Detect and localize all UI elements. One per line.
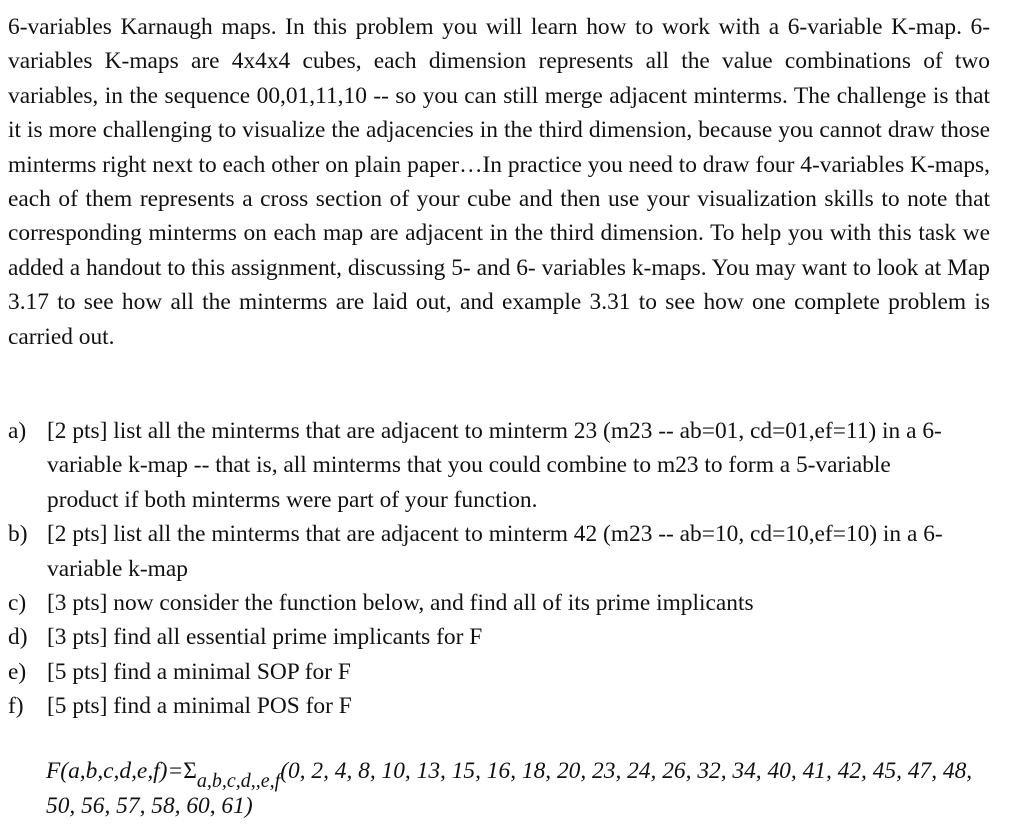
question-e-letter: e) xyxy=(8,658,27,685)
intro-paragraph: 6-variables Karnaugh maps. In this problem you will learn how to work with a 6-variable K-map. 6-variables K-maps are 4x4x4 cubes, each dimension represents all the value combinations of two variables, in the sequence 00,01,11,10 -- so you can still merge adjacent minterms. The challenge is that it is more challenging to visualize the adjacencies in the third dimension, because you cannot draw those minterms right next to each other on plain paper…In practice you need to draw four 4-variables K-maps, each of them represents a cross section of your cube and then use your visualization skills to note that corresponding minterms on each map are adjacent in the third dimension. To help you with this task we added a handout to this assignment, discussing 5- and 6- variables k-maps. You may want to look at Map 3.17 to see how all the minterms are laid out, and example 3.31 to see how one complete problem is carried out. xyxy=(8,14,990,350)
question-f xyxy=(8,689,990,723)
question-c-letter: c) xyxy=(8,590,27,617)
problem-page xyxy=(8,10,990,354)
question-c-text: [3 pts] now consider the function below, and find all of its prime implicants xyxy=(47,590,754,617)
question-a-text: [2 pts] list all the minterms that are adjacent to minterm 23 (m23 -- ab=01, cd=01,ef=11) in a 6-variable k-map -- that is, all minterms that you could combine to m23 to form a 5-variable product if both minterms were part of your function. xyxy=(47,418,942,513)
question-d-text: [3 pts] find all essential prime implicants for F xyxy=(47,624,483,651)
question-b-letter: b) xyxy=(8,521,28,548)
question-f-letter: f) xyxy=(8,693,24,720)
question-e-text: [5 pts] find a minimal SOP for F xyxy=(47,658,351,685)
question-b xyxy=(8,517,990,586)
question-b-text: [2 pts] list all the minterms that are adjacent to minterm 42 (m23 -- ab=10, cd=10,ef=10) in a 6-variable k-map xyxy=(47,521,943,582)
question-e xyxy=(8,655,990,689)
question-f-text: [5 pts] find a minimal POS for F xyxy=(47,693,352,720)
question-list xyxy=(8,414,990,724)
function-formula xyxy=(46,754,1006,824)
formula-minterm-list: (0, 2, 4, 8, 10, 13, 15, 16, 18, 20, 23, 24, 26, 32, 34, 40, 41, 42, 45, 47, 48, 50, 56, 57, 58, 60, 61) xyxy=(46,758,973,820)
formula-subscript: a,b,c,d,,e,f xyxy=(196,770,281,792)
question-a-letter: a) xyxy=(8,418,27,444)
question-d xyxy=(8,620,990,654)
question-a xyxy=(8,414,990,517)
sigma-symbol: Σ xyxy=(183,758,197,784)
question-c xyxy=(8,586,990,620)
formula-lhs: F(a,b,c,d,e,f)= xyxy=(46,758,184,784)
question-d-letter: d) xyxy=(8,624,28,651)
